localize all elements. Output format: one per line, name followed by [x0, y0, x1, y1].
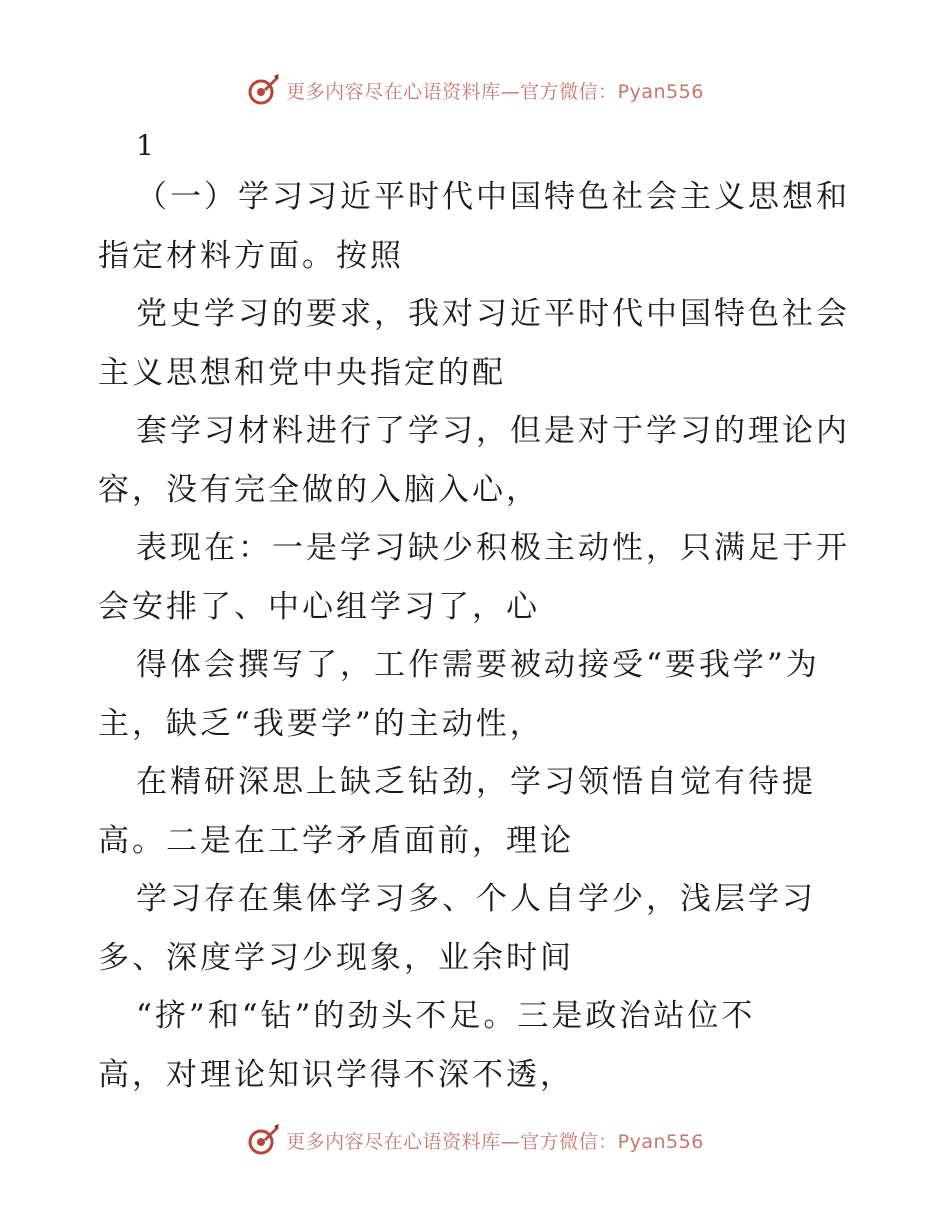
- header-banner-text: 更多内容尽在心语资料库—官方微信：Pyan556: [286, 80, 704, 103]
- text-line: 高，对理论知识学得不深不透，: [98, 1056, 574, 1093]
- text-line: 容，没有完全做的入脑入心，: [98, 471, 540, 508]
- footer-banner-text: 更多内容尽在心语资料库—官方微信：Pyan556: [286, 1130, 704, 1153]
- text-line: 套学习材料进行了学习，但是对于学习的理论内: [136, 413, 850, 449]
- text-line: （一）学习习近平时代中国特色社会主义思想和: [136, 179, 850, 215]
- text-line: “挤”和“钻”的劲头不足。三是政治站位不: [136, 998, 756, 1034]
- text-line: 得体会撰写了，工作需要被动接受“要我学”为: [136, 647, 820, 683]
- text-line: 多、深度学习少现象，业余时间: [98, 939, 574, 976]
- header-watermark-banner: [0, 70, 950, 110]
- text-line: 指定材料方面。按照: [98, 237, 404, 274]
- quill-pen-logo-icon: [246, 1123, 280, 1157]
- text-line: 学习存在集体学习多、个人自学少，浅层学习: [136, 881, 816, 917]
- footer-watermark-banner: [0, 1120, 950, 1160]
- paragraph-lines: [98, 168, 858, 1104]
- quill-pen-logo-icon: [246, 73, 280, 107]
- text-line: 会安排了、中心组学习了，心: [98, 588, 540, 625]
- text-line: 主义思想和党中央指定的配: [98, 354, 506, 391]
- text-line: 表现在：一是学习缺少积极主动性，只满足于开: [136, 530, 850, 566]
- text-line: 高。二是在工学矛盾面前，理论: [98, 822, 574, 859]
- text-line: 主，缺乏“我要学”的主动性，: [98, 705, 544, 742]
- text-line: 党史学习的要求，我对习近平时代中国特色社会: [136, 296, 850, 332]
- page-number: 1: [136, 129, 154, 162]
- text-line: 在精研深思上缺乏钻劲，学习领悟自觉有待提: [136, 764, 816, 800]
- document-body: [98, 124, 858, 1104]
